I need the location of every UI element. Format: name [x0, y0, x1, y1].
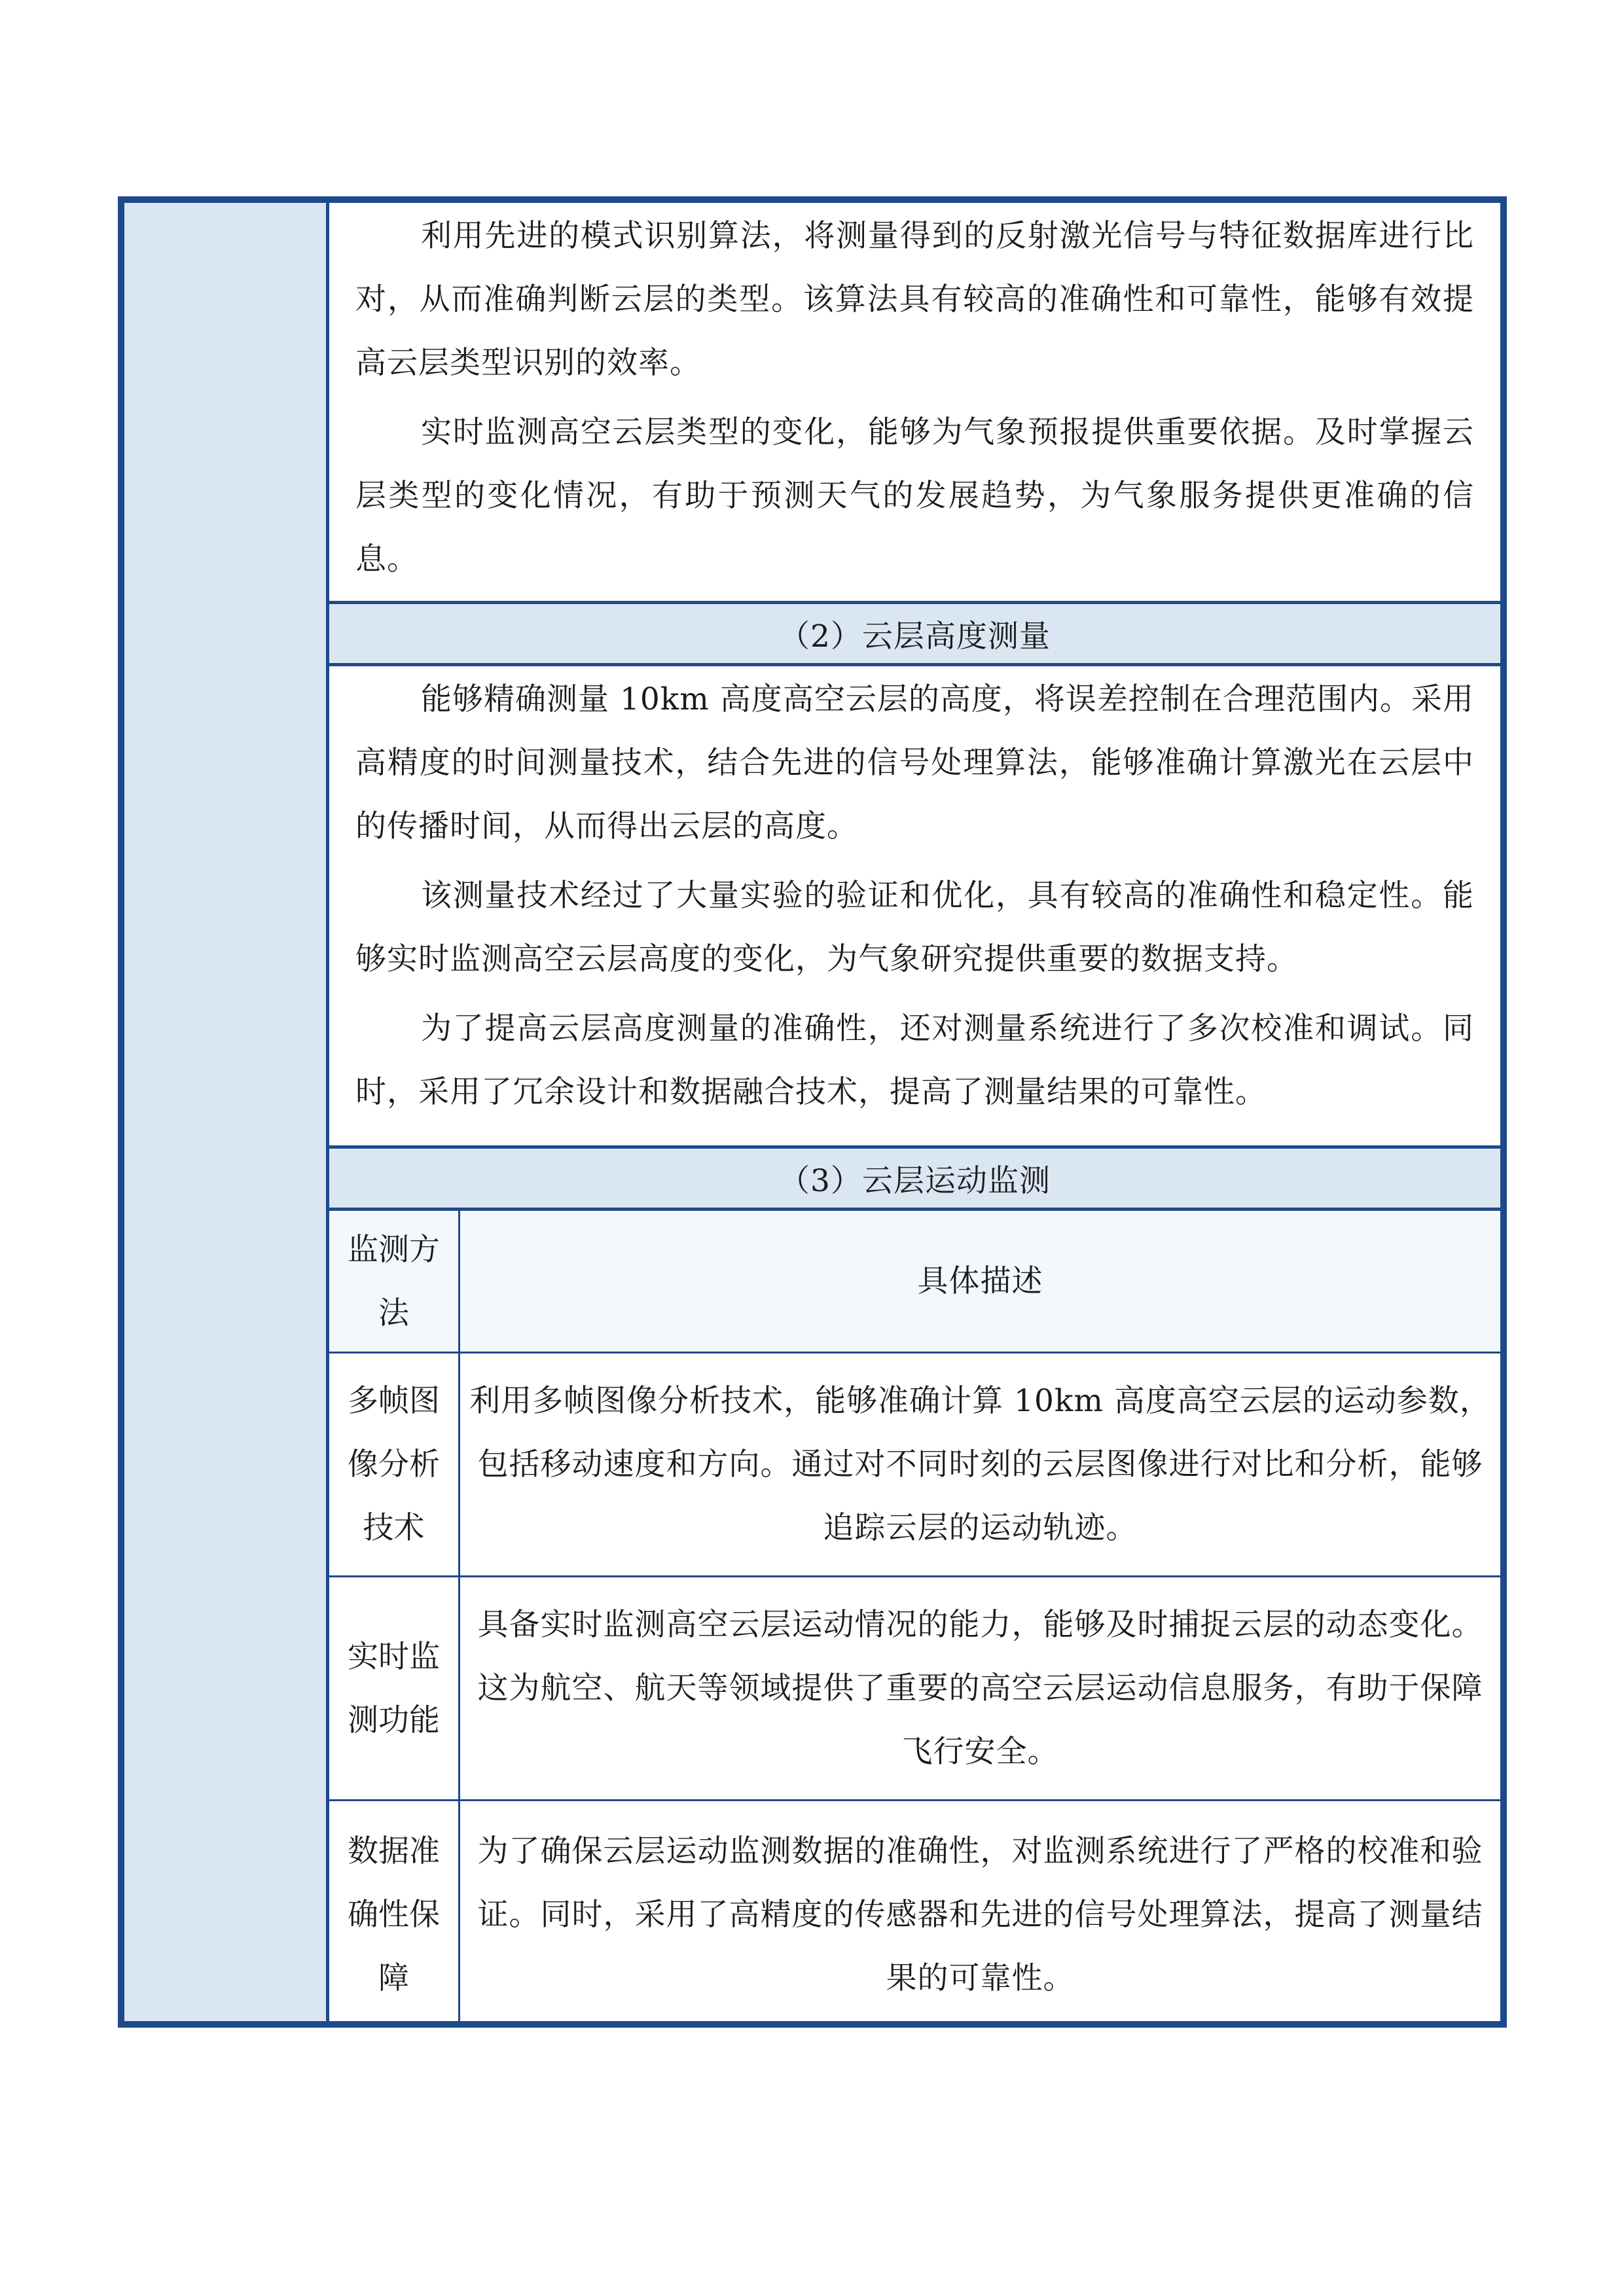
- cloud-height-measurement-text: [329, 666, 1500, 1130]
- column-header-method: 监测方法: [329, 1211, 460, 1352]
- table-row: [329, 1354, 1500, 1577]
- section-header-cloud-height: （2）云层高度测量: [329, 601, 1500, 666]
- cloud-motion-table: [329, 1211, 1500, 2021]
- description-cell: 为了确保云层运动监测数据的准确性，对监测系统进行了严格的校准和验证。同时，采用了高精度的传感器和先进的信号处理算法，提高了测量结果的可靠性。: [477, 1833, 1483, 1996]
- table-header-row: [329, 1211, 1500, 1354]
- table-row: [329, 1577, 1500, 1801]
- cloud-type-recognition-text: [329, 203, 1500, 597]
- method-cell: 实时监测功能: [329, 1577, 460, 1799]
- description-cell: 利用多帧图像分析技术，能够准确计算 10km 高度高空云层的运动参数，包括移动速度和方向。通过对不同时刻的云层图像进行对比和分析，能够追踪云层的运动轨迹。: [469, 1383, 1491, 1546]
- document-frame: [118, 196, 1507, 2028]
- paragraph: 实时监测高空云层类型的变化，能够为气象预报提供重要依据。及时掌握云层类型的变化情况，有助于预测天气的发展趋势，为气象服务提供更准确的信息。: [355, 414, 1474, 577]
- column-header-description: 具体描述: [917, 1263, 1043, 1299]
- table-row: [329, 1801, 1500, 2028]
- section-header-cloud-motion: （3）云层运动监测: [329, 1145, 1500, 1211]
- paragraph: 利用先进的模式识别算法，将测量得到的反射激光信号与特征数据库进行比对，从而准确判断云层的类型。该算法具有较高的准确性和可靠性，能够有效提高云层类型识别的效率。: [355, 218, 1474, 381]
- content-column: [329, 203, 1500, 2021]
- left-sidebar-column: [124, 203, 329, 2021]
- method-cell: 多帧图像分析技术: [329, 1354, 460, 1575]
- paragraph: 为了提高云层高度测量的准确性，还对测量系统进行了多次校准和调试。同时，采用了冗余设计和数据融合技术，提高了测量结果的可靠性。: [355, 1011, 1474, 1110]
- method-cell: 数据准确性保障: [329, 1801, 460, 2028]
- paragraph: 能够精确测量 10km 高度高空云层的高度，将误差控制在合理范围内。采用高精度的时间测量技术，结合先进的信号处理算法，能够准确计算激光在云层中的传播时间，从而得出云层的高度。: [355, 681, 1474, 844]
- description-cell: 具备实时监测高空云层运动情况的能力，能够及时捕捉云层的动态变化。这为航空、航天等领域提供了重要的高空云层运动信息服务，有助于保障飞行安全。: [477, 1607, 1483, 1770]
- paragraph: 该测量技术经过了大量实验的验证和优化，具有较高的准确性和稳定性。能够实时监测高空云层高度的变化，为气象研究提供重要的数据支持。: [355, 878, 1474, 977]
